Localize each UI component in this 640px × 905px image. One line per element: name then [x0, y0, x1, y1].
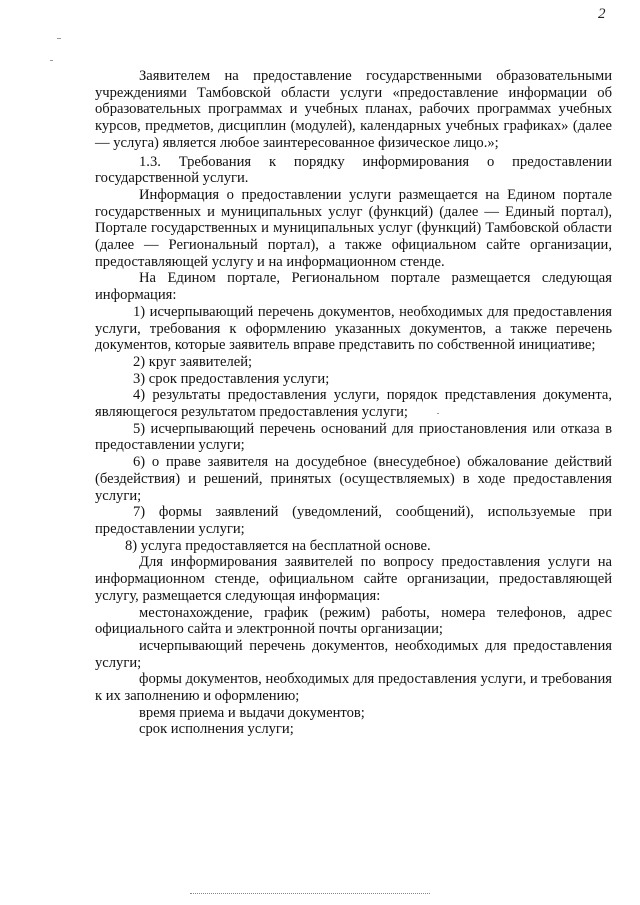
list-item-5: 5) исчерпывающий перечень оснований для приостановления или отказа в предоставлении услуги;: [95, 420, 612, 454]
list-item-7: 7) формы заявлений (уведомлений, сообщений), используемые при предоставлении услуги;: [95, 504, 612, 537]
document-body: [95, 68, 612, 738]
scan-speck: [437, 413, 439, 414]
paragraph-info-placement: Информация о предоставлении услуги размещается на Едином портале государственных и муниципальных услуг (функций) (далее — Единый портал), Портале государственных и муниципальных услуг (функций) Тамбовской области (далее — Региональный портал), а также официальном сайте организации, предоставляющей услугу и на информационном стенде.: [95, 186, 612, 270]
stand-item-location: местонахождение, график (режим) работы, номера телефонов, адрес официального сайта и электронной почты организации;: [95, 604, 612, 638]
scan-bottom-line: [190, 893, 430, 894]
page-number: 2: [598, 6, 606, 22]
list-item-8: 8) услуга предоставляется на бесплатной основе.: [125, 537, 431, 554]
stand-item-documents: исчерпывающий перечень документов, необходимых для предоставления услуги;: [95, 637, 612, 671]
paragraph-section-1-3: 1.3. Требования к порядку информирования о предоставлении государственной услуги.: [95, 153, 612, 187]
list-item-4: 4) результаты предоставления услуги, порядок представления документа, являющегося результатом предоставления услуги;: [95, 387, 612, 421]
list-item-2: 2) круг заявителей;: [133, 353, 253, 370]
paragraph-portal-info: На Едином портале, Региональном портале размещается следующая информация:: [95, 270, 612, 304]
paragraph-applicants: Заявителем на предоставление государственными образовательными учреждениями Тамбовской области услуги «предоставление информации об образовательных программах и учебных планах, рабочих программах учебных курсов, предметов, дисциплин (модулей), календарных учебных графиках» (далее — услуга) является любое заинтересованное физическое лицо.»;: [95, 68, 612, 151]
list-item-6: 6) о праве заявителя на досудебное (внесудебное) обжалование действий (бездействия) и решений, принятых (осуществляемых) в ходе предоставления услуги;: [95, 454, 612, 504]
stand-item-deadline: срок исполнения услуги;: [139, 721, 294, 738]
list-item-3: 3) срок предоставления услуги;: [133, 370, 330, 387]
paragraph-stand-info: Для информирования заявителей по вопросу предоставления услуги на информационном стенде, официальном сайте организации, предоставляющей услугу, размещается следующая информация:: [95, 554, 612, 604]
stand-item-reception-time: время приема и выдачи документов;: [139, 704, 365, 721]
scan-speck: [50, 60, 53, 61]
scan-speck: [57, 38, 61, 39]
list-item-1: 1) исчерпывающий перечень документов, необходимых для предоставления услуги, требования к оформлению указанных документов, а также перечень документов, которые заявитель вправе представить по собственной инициативе;: [95, 303, 612, 354]
stand-item-forms: формы документов, необходимых для предоставления услуги, и требования к их заполнению и оформлению;: [95, 671, 612, 705]
